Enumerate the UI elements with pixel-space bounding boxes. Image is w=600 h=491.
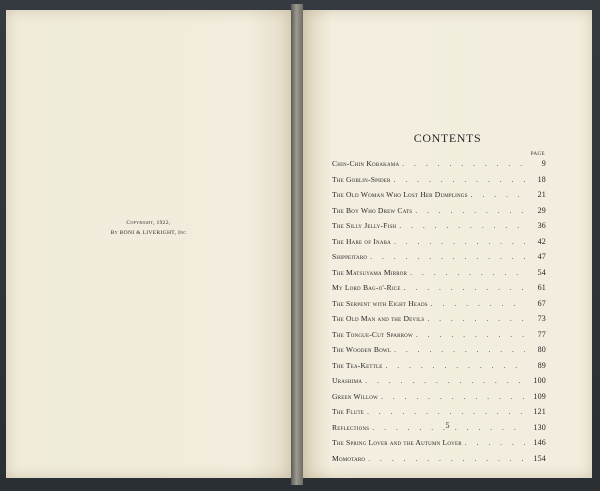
toc-leader-dots bbox=[427, 314, 525, 323]
copyright-line-1: Copyright, 1922, bbox=[126, 220, 171, 226]
toc-entry-title: The Serpent with Eight Heads bbox=[332, 298, 428, 308]
toc-entry-page: 73 bbox=[537, 314, 546, 323]
toc-leader-dots bbox=[385, 361, 525, 370]
toc-entry bbox=[332, 376, 546, 392]
toc-entry bbox=[332, 361, 546, 377]
toc-leader-dots bbox=[402, 159, 525, 168]
toc-entry bbox=[332, 454, 546, 470]
toc-entry bbox=[332, 392, 546, 408]
toc-entry-title: The Boy Who Drew Cats bbox=[332, 205, 413, 215]
toc-entry bbox=[332, 221, 546, 237]
toc-entry-page: 67 bbox=[537, 298, 546, 308]
toc-entry-page: 42 bbox=[537, 236, 546, 246]
toc-entry bbox=[332, 206, 546, 222]
toc-leader-dots bbox=[394, 175, 525, 184]
toc-entry-title: My Lord Bag-o'-Rice bbox=[332, 283, 401, 292]
toc-entry bbox=[332, 283, 546, 299]
book-gutter bbox=[291, 4, 303, 485]
toc-entry-page: 154 bbox=[533, 453, 546, 463]
toc-leader-dots bbox=[410, 268, 525, 277]
toc-leader-dots bbox=[465, 438, 525, 447]
toc-entry-page: 89 bbox=[537, 360, 546, 370]
toc-entry bbox=[332, 438, 546, 454]
toc-entry-page: 80 bbox=[537, 345, 546, 354]
left-page bbox=[6, 10, 291, 478]
toc-entry-title: The Wooden Bowl bbox=[332, 345, 392, 354]
toc-leader-dots bbox=[367, 407, 525, 416]
toc-leader-dots bbox=[368, 454, 525, 463]
toc-entry-page: 109 bbox=[533, 391, 546, 401]
toc-entry-page: 61 bbox=[537, 283, 546, 292]
toc-entry-page: 18 bbox=[537, 174, 546, 184]
toc-entry-page: 9 bbox=[541, 159, 546, 168]
toc-leader-dots bbox=[365, 376, 525, 385]
toc-leader-dots bbox=[394, 237, 525, 246]
toc-entry bbox=[332, 314, 546, 330]
toc-entry bbox=[332, 345, 546, 361]
toc-entry-title: The Matsuyama Mirror bbox=[332, 267, 408, 277]
toc-entry-page: 100 bbox=[533, 376, 546, 385]
toc-entry-page: 77 bbox=[537, 329, 546, 339]
toc-entry bbox=[332, 268, 546, 284]
page-column-label: PAGE bbox=[530, 152, 545, 157]
toc-leader-dots bbox=[404, 283, 525, 292]
toc-entry bbox=[332, 159, 546, 175]
toc-entry-title: The Spring Lover and the Autumn Lover bbox=[332, 438, 462, 447]
toc-entry-page: 130 bbox=[533, 422, 546, 432]
toc-entry-page: 36 bbox=[537, 221, 546, 230]
page-number: 5 bbox=[445, 421, 450, 430]
toc-entry-title: Chin-Chin Kobakama bbox=[332, 159, 400, 168]
toc-leader-dots bbox=[415, 206, 525, 215]
copyright-notice bbox=[6, 218, 291, 238]
toc-entry-title: The Flute bbox=[332, 407, 364, 416]
toc-entry bbox=[332, 299, 546, 315]
right-page bbox=[303, 10, 592, 478]
toc-entry-page: 47 bbox=[537, 252, 546, 261]
toc-leader-dots bbox=[471, 190, 525, 199]
toc-entry-title: The Tea-Kettle bbox=[332, 360, 383, 370]
contents-heading: CONTENTS bbox=[413, 131, 482, 145]
toc-entry bbox=[332, 237, 546, 253]
toc-entry-title: Reflections bbox=[332, 422, 370, 432]
toc-entry-title: The Hare of Inaba bbox=[332, 236, 391, 246]
toc-entry-title: Urashima bbox=[332, 376, 363, 385]
toc-entry-title: Momotaro bbox=[332, 453, 366, 463]
toc-entry-page: 21 bbox=[537, 190, 546, 199]
toc-entry bbox=[332, 175, 546, 191]
toc-entry-title: The Silly Jelly-Fish bbox=[332, 221, 397, 230]
toc-entry-page: 146 bbox=[533, 438, 546, 447]
toc-leader-dots bbox=[431, 299, 525, 308]
toc-leader-dots bbox=[416, 330, 525, 339]
toc-entry bbox=[332, 252, 546, 268]
toc-entry-title: Shippeitaro bbox=[332, 252, 368, 261]
copyright-line-2: By BONI & LIVERIGHT, Inc bbox=[110, 230, 187, 236]
toc-entry bbox=[332, 190, 546, 206]
toc-entry-title: The Old Man and the Devils bbox=[332, 314, 425, 323]
toc-entry bbox=[332, 330, 546, 346]
toc-entry-title: The Goblin-Spider bbox=[332, 174, 391, 184]
toc-entry-page: 121 bbox=[533, 407, 546, 416]
toc-entry-page: 54 bbox=[537, 267, 546, 277]
toc-leader-dots bbox=[399, 221, 525, 230]
toc-entry-title: Green Willow bbox=[332, 391, 378, 401]
toc-leader-dots bbox=[370, 252, 525, 261]
toc-entry-page: 29 bbox=[537, 205, 546, 215]
toc-leader-dots bbox=[381, 392, 525, 401]
toc-leader-dots bbox=[394, 345, 525, 354]
toc-entry-title: The Old Woman Who Lost Her Dumplings bbox=[332, 190, 468, 199]
toc-entry-title: The Tongue-Cut Sparrow bbox=[332, 329, 413, 339]
